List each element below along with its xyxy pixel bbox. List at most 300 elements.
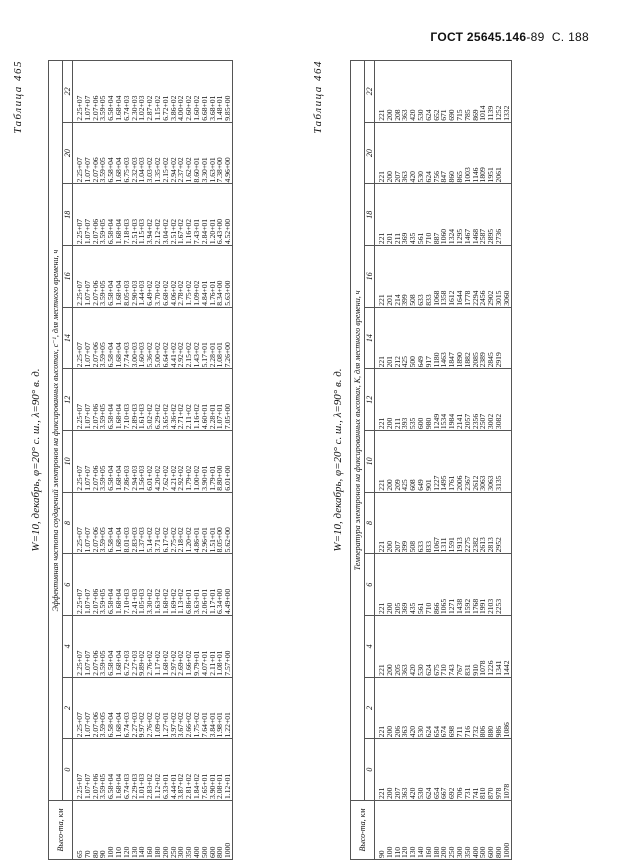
value-cell: 3060 — [503, 246, 511, 308]
value-cell: 1.27+01 — [162, 677, 170, 739]
value-cell: 2507 — [479, 369, 487, 431]
value-cell: 2367 — [464, 431, 472, 493]
value-cell: 1592 — [464, 554, 472, 616]
value-cell: 2.87+02 — [146, 61, 154, 123]
value-cell: 6.72+01 — [162, 61, 170, 123]
value-cell: 393 — [401, 369, 409, 431]
value-cell: 1.15+03 — [138, 184, 146, 246]
value-cell: 2.12+02 — [154, 184, 162, 246]
value-cell: 3.59+05 — [99, 739, 107, 801]
value-cell: 980 — [425, 369, 433, 431]
value-cell: 4.84+01 — [201, 246, 209, 308]
time-column-header: 10 — [365, 431, 375, 493]
value-cell: 1.68+04 — [115, 369, 123, 431]
value-cell: 363 — [401, 677, 409, 739]
value-cell: 675 — [433, 616, 441, 678]
value-cell: 3.71+02 — [154, 492, 162, 554]
value-cell: 1.07+07 — [84, 616, 92, 678]
value-cell: 1442 — [503, 616, 511, 678]
value-cell: 420 — [409, 61, 417, 123]
value-cell: 221 — [375, 554, 386, 616]
value-cell: 1.44+03 — [138, 246, 146, 308]
value-cell: 2.15+02 — [185, 307, 193, 369]
value-cell: 1.16+02 — [185, 184, 193, 246]
value-cell: 2.18+02 — [177, 492, 185, 554]
time-column-header: 6 — [365, 554, 375, 616]
value-cell: 8.34+00 — [216, 246, 224, 308]
value-cell: 2.07+06 — [92, 307, 100, 369]
value-cell: 3.68+01 — [209, 61, 217, 123]
value-cell: 1.60+03 — [138, 307, 146, 369]
time-column-header: 10 — [63, 431, 73, 493]
value-cell: 667 — [440, 739, 448, 801]
value-cell: 7.86+03 — [123, 431, 131, 493]
value-cell: 9.79+01 — [193, 616, 201, 678]
value-cell: 221 — [375, 431, 386, 493]
value-cell: 6.58+04 — [107, 739, 115, 801]
value-cell: 1.07+07 — [84, 739, 92, 801]
value-cell: 2845 — [487, 307, 495, 369]
value-cell: 200 — [386, 739, 394, 801]
value-cell: 3063 — [479, 431, 487, 493]
value-cell: 7.64+01 — [201, 677, 209, 739]
value-cell: 6.58+04 — [107, 307, 115, 369]
value-cell: 3015 — [495, 246, 503, 308]
value-cell: 1.84+02 — [193, 739, 201, 801]
value-cell: 1.08+01 — [216, 307, 224, 369]
value-cell: 6.58+04 — [107, 431, 115, 493]
value-cell: 420 — [409, 677, 417, 739]
value-cell: 6.58+04 — [107, 369, 115, 431]
height-cell: 90 — [99, 801, 107, 860]
value-cell: 1591 — [448, 492, 456, 554]
value-cell: 2.11+02 — [185, 369, 193, 431]
table-block — [306, 60, 606, 860]
value-cell: 201 — [386, 246, 394, 308]
value-cell: 1060 — [440, 184, 448, 246]
height-cell: 500 — [201, 801, 209, 860]
value-cell: 1146 — [472, 122, 480, 184]
height-cell: 300 — [177, 801, 185, 860]
value-cell: 6.72+03 — [123, 616, 131, 678]
value-cell: 865 — [456, 122, 464, 184]
value-cell: 3.59+05 — [99, 307, 107, 369]
height-cell: 140 — [417, 801, 425, 860]
value-cell: 6.86+01 — [185, 554, 193, 616]
value-cell: 508 — [409, 492, 417, 554]
value-cell: 8.05+00 — [216, 492, 224, 554]
value-cell: 7.62+02 — [162, 431, 170, 493]
value-cell: 535 — [409, 369, 417, 431]
value-cell: 6.58+04 — [107, 246, 115, 308]
value-cell: 866 — [433, 554, 441, 616]
value-cell: 2902 — [487, 246, 495, 308]
value-cell: 4.44+01 — [170, 739, 178, 801]
value-cell: 561 — [417, 184, 425, 246]
height-cell: 120 — [401, 801, 409, 860]
value-cell: 201 — [386, 307, 394, 369]
value-cell: 1.07+07 — [84, 122, 92, 184]
value-cell: 6.58+04 — [107, 677, 115, 739]
time-column-header: 18 — [63, 184, 73, 246]
height-cell: 100 — [107, 801, 115, 860]
value-cell: 917 — [425, 307, 433, 369]
time-column-header: 20 — [365, 122, 375, 184]
height-cell: 600 — [487, 801, 495, 860]
value-cell: 4.20+02 — [154, 431, 162, 493]
value-cell: 6.75+03 — [123, 122, 131, 184]
value-cell: 3.30+01 — [201, 122, 209, 184]
table-row — [224, 61, 232, 860]
value-cell: 2.83+03 — [131, 492, 139, 554]
value-cell: 2736 — [495, 184, 503, 246]
value-cell: 2.60+02 — [185, 61, 193, 123]
value-cell: 1.07+07 — [84, 554, 92, 616]
height-cell: 400 — [472, 801, 480, 860]
value-cell: 5.63+00 — [224, 246, 232, 308]
value-cell: 732 — [472, 677, 480, 739]
value-cell: 6.58+04 — [107, 61, 115, 123]
value-cell: 530 — [417, 677, 425, 739]
value-cell: 1.63+02 — [154, 554, 162, 616]
value-cell: 3002 — [487, 369, 495, 431]
value-cell: 2253 — [495, 554, 503, 616]
time-column-header: 4 — [365, 616, 375, 678]
value-cell: 221 — [375, 369, 386, 431]
value-cell: 7.18+03 — [123, 184, 131, 246]
value-cell: 2.28+01 — [209, 307, 217, 369]
value-cell: 3.70+02 — [154, 246, 162, 308]
value-cell: 2.07+06 — [92, 677, 100, 739]
value-cell: 3.03+02 — [146, 122, 154, 184]
value-cell: 1951 — [487, 122, 495, 184]
value-cell: 2.51+02 — [170, 184, 178, 246]
value-cell: 1.04+03 — [138, 122, 146, 184]
value-cell: 1324 — [448, 184, 456, 246]
value-cell: 1.17+01 — [209, 554, 217, 616]
value-cell: 8.01+03 — [123, 492, 131, 554]
value-cell: 1295 — [456, 184, 464, 246]
value-cell: 1612 — [448, 246, 456, 308]
value-cell: 6.58+04 — [107, 184, 115, 246]
value-cell: 208 — [394, 61, 402, 123]
value-cell: 731 — [464, 739, 472, 801]
value-cell: 806 — [479, 677, 487, 739]
height-cell: 140 — [138, 801, 146, 860]
time-column-header: 22 — [365, 61, 375, 123]
time-column-header: 12 — [365, 369, 375, 431]
value-cell: 1.63+01 — [209, 122, 217, 184]
value-cell: 200 — [386, 554, 394, 616]
value-cell: 743 — [448, 616, 456, 678]
value-cell: 1078 — [503, 739, 511, 801]
value-cell: 4.41+02 — [170, 307, 178, 369]
value-cell: 2.30+03 — [131, 61, 139, 123]
value-cell: 3.59+05 — [99, 61, 107, 123]
value-cell: 3.94+02 — [146, 184, 154, 246]
value-cell: 1.68+04 — [115, 184, 123, 246]
value-cell: 3.59+05 — [99, 369, 107, 431]
value-cell: 2.07+06 — [92, 122, 100, 184]
value-cell: 1271 — [448, 554, 456, 616]
value-cell: 221 — [375, 184, 386, 246]
value-cell: 1.68+04 — [115, 246, 123, 308]
value-cell: 2.29+03 — [131, 739, 139, 801]
value-cell: 1991 — [479, 554, 487, 616]
value-cell: 1065 — [440, 554, 448, 616]
value-cell: 6.74+03 — [123, 739, 131, 801]
value-cell: 1778 — [464, 246, 472, 308]
value-cell: 1.07+07 — [84, 61, 92, 123]
value-cell: 1078 — [479, 616, 487, 678]
value-cell: 6.68+02 — [162, 246, 170, 308]
value-cell: 200 — [386, 122, 394, 184]
value-cell: 1.60+02 — [193, 61, 201, 123]
value-cell: 1.75+02 — [185, 246, 193, 308]
value-cell — [503, 369, 511, 431]
value-cell: 2.08+01 — [216, 739, 224, 801]
value-cell: 8.60+01 — [193, 122, 201, 184]
value-cell: 715 — [456, 61, 464, 123]
value-cell — [503, 122, 511, 184]
value-cell: 1.69+02 — [170, 554, 178, 616]
value-cell: 6.01+02 — [146, 431, 154, 493]
value-cell: 200 — [386, 431, 394, 493]
value-cell: 1.75+02 — [193, 677, 201, 739]
time-column-header: 18 — [365, 184, 375, 246]
value-cell: 706 — [456, 739, 464, 801]
group-header: Эффективная частота соударений электронов на фиксированных высотах, с⁻¹, для местного времени, ч — [49, 61, 63, 801]
value-cell: 833 — [425, 492, 433, 554]
value-cell: 530 — [417, 739, 425, 801]
value-cell: 1.61+03 — [138, 369, 146, 431]
time-column-header: 8 — [365, 492, 375, 554]
height-cell: 300 — [456, 801, 464, 860]
value-cell: 2.97+02 — [170, 616, 178, 678]
value-cell: 2103 — [487, 554, 495, 616]
value-cell: 649 — [417, 431, 425, 493]
value-cell: 2.92+02 — [177, 307, 185, 369]
value-cell: 6.74+03 — [123, 677, 131, 739]
value-cell: 2.25+07 — [73, 61, 84, 123]
value-cell: 7.74+03 — [123, 307, 131, 369]
value-cell: 2.81+02 — [185, 739, 193, 801]
height-cell: 180 — [154, 801, 162, 860]
value-cell: 6.58+04 — [107, 122, 115, 184]
time-column-header: 22 — [63, 61, 73, 123]
value-cell: 1.79+02 — [185, 431, 193, 493]
value-cell: 4.00+02 — [177, 61, 185, 123]
value-cell — [503, 184, 511, 246]
value-cell: 5.36+02 — [146, 307, 154, 369]
height-cell: 110 — [394, 801, 402, 860]
value-cell: 1.07+07 — [84, 677, 92, 739]
table-block — [6, 60, 306, 860]
value-cell: 425 — [401, 431, 409, 493]
value-cell: 1761 — [448, 431, 456, 493]
value-cell: 3063 — [487, 431, 495, 493]
value-cell: 3.86+02 — [170, 61, 178, 123]
value-cell: 2.94+03 — [131, 431, 139, 493]
value-cell: 1.22+01 — [224, 677, 232, 739]
value-cell: 1.68+04 — [115, 431, 123, 493]
value-cell: 6.58+04 — [107, 492, 115, 554]
value-cell: 1.07+07 — [84, 431, 92, 493]
value-cell: 5.00+02 — [154, 307, 162, 369]
height-cell: 800 — [216, 801, 224, 860]
value-cell: 2.71+02 — [177, 369, 185, 431]
value-cell: 221 — [375, 307, 386, 369]
height-cell: 250 — [448, 801, 456, 860]
value-cell: 2141 — [456, 369, 464, 431]
value-cell: 1644 — [456, 246, 464, 308]
value-cell: 1.00+02 — [193, 431, 201, 493]
value-cell: 205 — [394, 616, 402, 678]
value-cell: 978 — [495, 739, 503, 801]
value-cell: 4.60+01 — [201, 369, 209, 431]
value-cell: 200 — [386, 616, 394, 678]
value-cell: 1.20+02 — [185, 492, 193, 554]
value-cell: 3.87+02 — [177, 739, 185, 801]
value-cell: 369 — [401, 184, 409, 246]
height-cell: 350 — [464, 801, 472, 860]
value-cell: 363 — [401, 739, 409, 801]
value-cell: 1.68+04 — [115, 307, 123, 369]
table-body — [375, 61, 512, 860]
value-cell: 561 — [417, 554, 425, 616]
value-cell: 692 — [448, 739, 456, 801]
value-cell: 3.63+01 — [193, 554, 201, 616]
value-cell: 1.48+01 — [216, 61, 224, 123]
value-cell: 6.68+01 — [201, 61, 209, 123]
time-column-header: 0 — [365, 739, 375, 801]
value-cell: 7.26+00 — [224, 307, 232, 369]
value-cell: 1086 — [503, 677, 511, 739]
value-cell: 5.14+02 — [146, 492, 154, 554]
value-cell: 860 — [448, 122, 456, 184]
value-cell: 2.25+07 — [73, 677, 84, 739]
value-cell: 1.17+02 — [154, 616, 162, 678]
value-cell: 3082 — [495, 369, 503, 431]
value-cell: 1.07+07 — [84, 246, 92, 308]
value-cell: 2275 — [464, 492, 472, 554]
value-cell: 3.59+05 — [99, 184, 107, 246]
height-header: Высо-та, км — [351, 801, 375, 860]
value-cell: 2.07+06 — [92, 184, 100, 246]
value-cell: 671 — [440, 61, 448, 123]
table-body — [73, 61, 233, 860]
value-cell: 1.98+01 — [216, 677, 224, 739]
value-cell: 986 — [495, 677, 503, 739]
value-cell: 1.51+01 — [209, 492, 217, 554]
value-cell: 1809 — [479, 122, 487, 184]
value-cell: 1.62+02 — [185, 122, 193, 184]
value-cell: 1847 — [448, 307, 456, 369]
value-cell: 633 — [417, 492, 425, 554]
value-cell: 2.83+02 — [146, 739, 154, 801]
value-cell: 2.07+06 — [92, 616, 100, 678]
value-cell: 2.76+02 — [146, 677, 154, 739]
value-cell: 674 — [440, 677, 448, 739]
value-cell: 1249 — [433, 369, 441, 431]
value-cell: 6.49+02 — [146, 246, 154, 308]
value-cell: 6.58+04 — [107, 616, 115, 678]
value-cell: 2294 — [472, 246, 480, 308]
value-cell: 363 — [401, 122, 409, 184]
height-cell: 350 — [185, 801, 193, 860]
value-cell: 5.17+01 — [201, 307, 209, 369]
value-cell: 1068 — [433, 246, 441, 308]
table-row — [503, 61, 511, 860]
value-cell: 887 — [433, 184, 441, 246]
value-cell: 2.27+03 — [131, 677, 139, 739]
value-cell: 2.07+06 — [92, 739, 100, 801]
value-cell: 654 — [433, 677, 441, 739]
value-cell: 1226 — [487, 616, 495, 678]
value-cell: 3.65+02 — [162, 369, 170, 431]
value-cell: 8.80+00 — [216, 431, 224, 493]
value-cell: 530 — [417, 61, 425, 123]
data-table — [350, 60, 512, 860]
value-cell: 1.02+03 — [138, 61, 146, 123]
value-cell: 3.59+05 — [99, 246, 107, 308]
page-number: С. 188 — [551, 30, 589, 44]
value-cell: 2.15+02 — [162, 122, 170, 184]
value-cell: 785 — [464, 61, 472, 123]
value-cell: 608 — [409, 431, 417, 493]
value-cell: 2.25+07 — [73, 739, 84, 801]
value-cell: 831 — [464, 616, 472, 678]
height-cell: 70 — [84, 801, 92, 860]
value-cell: 1.07+07 — [84, 369, 92, 431]
value-cell: 2.07+06 — [92, 61, 100, 123]
value-cell: 2.37+02 — [177, 122, 185, 184]
value-cell: 2.51+03 — [131, 184, 139, 246]
value-cell: 221 — [375, 492, 386, 554]
value-cell: 600 — [417, 369, 425, 431]
value-cell: 7.43+01 — [193, 184, 201, 246]
value-cell: 2.07+06 — [92, 369, 100, 431]
value-cell: 5.02+02 — [146, 369, 154, 431]
value-cell: 2612 — [472, 431, 480, 493]
value-cell: 2952 — [495, 492, 503, 554]
height-cell: 130 — [409, 801, 417, 860]
value-cell: 624 — [425, 61, 433, 123]
value-cell: 2895 — [487, 184, 495, 246]
value-cell: 2382 — [472, 492, 480, 554]
value-cell: 221 — [375, 246, 386, 308]
value-cell: 1067 — [433, 492, 441, 554]
value-cell — [503, 431, 511, 493]
height-cell: 160 — [425, 801, 433, 860]
time-column-header: 20 — [63, 122, 73, 184]
value-cell: 2.69+02 — [177, 616, 185, 678]
value-cell: 6.34+00 — [216, 554, 224, 616]
value-cell: 1227 — [433, 431, 441, 493]
value-cell: 710 — [425, 184, 433, 246]
value-cell: 1.68+04 — [115, 122, 123, 184]
value-cell: 4.36+02 — [170, 369, 178, 431]
value-cell: 214 — [394, 246, 402, 308]
value-cell — [503, 554, 511, 616]
value-cell: 1.07+01 — [216, 369, 224, 431]
value-cell: 1003 — [464, 122, 472, 184]
value-cell: 369 — [401, 554, 409, 616]
value-cell: 2057 — [464, 369, 472, 431]
value-cell: 1468 — [472, 184, 480, 246]
value-cell: 6.17+02 — [162, 492, 170, 554]
time-column-header: 14 — [63, 307, 73, 369]
